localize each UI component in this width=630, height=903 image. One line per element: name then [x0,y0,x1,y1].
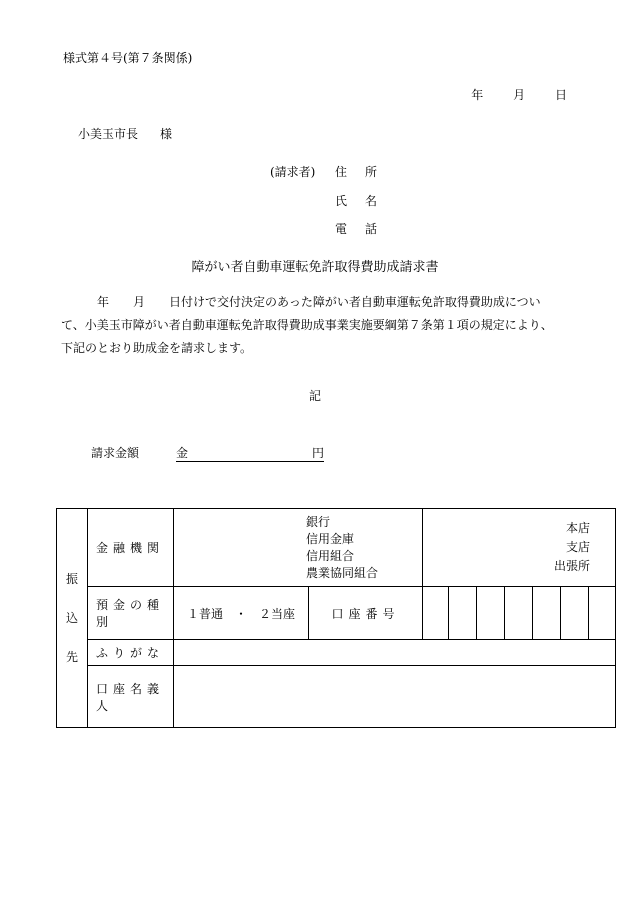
addressee-honorific: 様 [160,127,173,141]
account-type-options[interactable]: １普通 ・ ２当座 [174,587,309,640]
addressee [78,125,172,142]
branch-name-field[interactable] [423,509,616,587]
claimant-phone-label: 電 話 [335,222,381,236]
account-digit-box[interactable] [533,587,561,640]
bank-name-field[interactable] [174,509,423,587]
amount-field[interactable] [176,444,324,462]
ki-heading: 記 [308,389,321,403]
date-year: 年 [471,88,484,102]
form-number: 様式第４号(第７条関係) [63,51,193,65]
bank-label: 金融機関 [88,509,174,587]
account-digit-box[interactable] [449,587,477,640]
transfer-char: 振 [65,571,78,586]
date-line [445,86,567,103]
claimant-address-label: 住 所 [335,165,381,179]
account-holder-field[interactable] [174,666,616,728]
branch-type-option: 出張所 [554,559,591,573]
bank-type-option: 信用組合 [306,548,355,563]
furigana-field[interactable] [174,640,616,666]
account-digit-box[interactable] [505,587,533,640]
amount-label: 請求金額 [91,446,140,460]
claimant-name-label: 氏 名 [335,194,381,208]
claimant-label: (請求者) [270,165,316,179]
transfer-section-label [57,509,88,728]
account-digit-box[interactable] [589,587,616,640]
date-month: 月 [513,88,526,102]
document-title: 障がい者自動車運転免許取得費助成請求書 [191,260,439,275]
transfer-char: 込 [65,610,78,625]
addressee-name: 小美玉市長 [78,127,139,141]
account-digit-box[interactable] [561,587,589,640]
bank-type-option: 農業協同組合 [306,565,379,580]
account-type-label: 預金の種別 [88,587,174,640]
amount-suffix: 円 [311,446,324,460]
date-day: 日 [554,88,567,102]
transfer-table [56,508,616,728]
amount-prefix: 金 [176,446,189,460]
branch-type-option: 本店 [566,521,591,535]
transfer-char: 先 [65,649,78,664]
furigana-label: ふりがな [88,640,174,666]
account-number-label: 口座番号 [309,587,423,640]
account-digit-box[interactable] [423,587,449,640]
bank-type-option: 信用金庫 [306,531,355,546]
body-line: 下記のとおり助成金を請求します。 [61,341,253,355]
bank-type-option: 銀行 [306,514,331,529]
body-line: 年 月 日付けで交付決定のあった障がい者自動車運転免許取得費助成につい [61,295,541,309]
body-text [61,291,576,360]
body-line: て、小美玉市障がい者自動車運転免許取得費助成事業実施要綱第７条第１項の規定により、 [61,318,553,332]
account-digit-box[interactable] [477,587,505,640]
branch-type-option: 支店 [566,540,591,554]
account-holder-label: 口座名義人 [88,666,174,728]
